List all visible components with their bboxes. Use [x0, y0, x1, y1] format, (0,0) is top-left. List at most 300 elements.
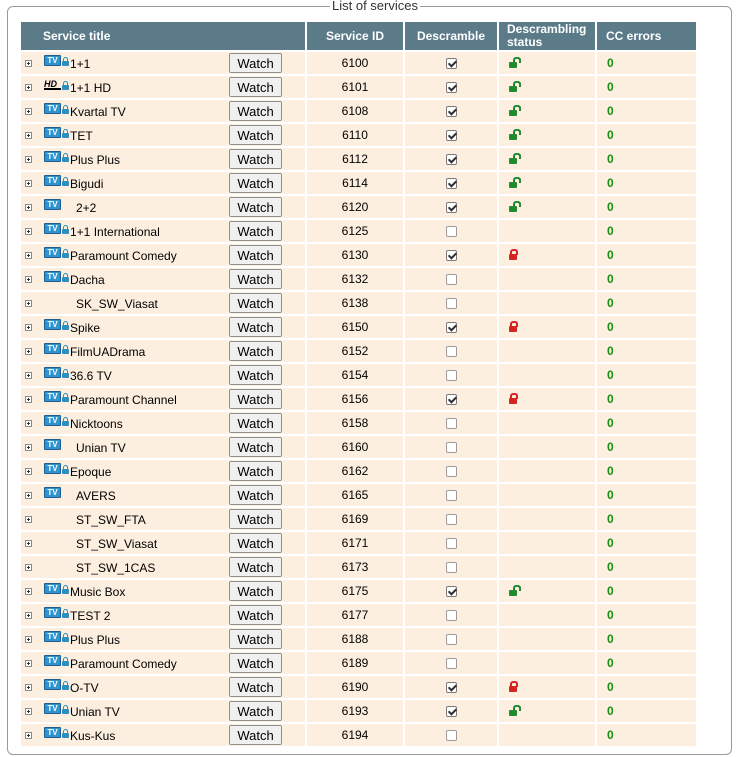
- expand-icon[interactable]: [25, 588, 32, 595]
- cc-errors-value: 0: [607, 200, 614, 214]
- descramble-checkbox[interactable]: [446, 514, 457, 525]
- watch-button[interactable]: Watch: [229, 413, 282, 433]
- descrambling-status-cell: [499, 436, 595, 458]
- descramble-checkbox[interactable]: [446, 346, 457, 357]
- table-row: [21, 268, 696, 290]
- padlock-open-icon: [509, 704, 517, 718]
- descramble-cell: [405, 220, 497, 242]
- descramble-checkbox[interactable]: [446, 658, 457, 669]
- service-title-cell: [21, 604, 305, 626]
- descramble-checkbox[interactable]: [446, 706, 457, 717]
- tv-icon: TV: [44, 439, 61, 450]
- descrambling-status-cell: [499, 556, 595, 578]
- service-id-cell: 6162: [307, 460, 403, 482]
- cc-errors-value: 0: [607, 176, 614, 190]
- descramble-checkbox[interactable]: [446, 82, 457, 93]
- cc-errors-value: 0: [607, 632, 614, 646]
- cc-errors-value: 0: [607, 56, 614, 70]
- panel-legend: List of services: [332, 0, 418, 13]
- cc-errors-value: 0: [607, 680, 614, 694]
- watch-button[interactable]: Watch: [229, 581, 282, 601]
- cc-errors-cell: [597, 412, 696, 434]
- descramble-checkbox[interactable]: [446, 178, 457, 189]
- descramble-cell: [405, 100, 497, 122]
- service-id-cell: 6173: [307, 556, 403, 578]
- service-title-cell: [21, 484, 305, 506]
- descrambling-status-cell: [499, 100, 595, 122]
- watch-button[interactable]: Watch: [229, 437, 282, 457]
- cc-errors-value: 0: [607, 656, 614, 670]
- expand-icon[interactable]: [25, 84, 32, 91]
- padlock-closed-icon: [509, 320, 517, 334]
- cc-errors-cell: [597, 388, 696, 410]
- descramble-checkbox[interactable]: [446, 682, 457, 693]
- watch-button[interactable]: Watch: [229, 725, 282, 745]
- descrambling-status-cell: [499, 724, 595, 746]
- service-title-cell: [21, 508, 305, 530]
- watch-button[interactable]: Watch: [229, 149, 282, 169]
- watch-button[interactable]: Watch: [229, 701, 282, 721]
- cc-errors-value: 0: [607, 512, 614, 526]
- expand-icon[interactable]: [25, 300, 32, 307]
- descramble-checkbox[interactable]: [446, 538, 457, 549]
- tv-icon: TV: [44, 127, 61, 138]
- descramble-checkbox[interactable]: [446, 226, 457, 237]
- watch-button[interactable]: Watch: [229, 485, 282, 505]
- watch-button[interactable]: Watch: [229, 77, 282, 97]
- descramble-checkbox[interactable]: [446, 154, 457, 165]
- descrambling-status-cell: [499, 676, 595, 698]
- cc-errors-value: 0: [607, 152, 614, 166]
- service-title-cell: [21, 628, 305, 650]
- descramble-cell: [405, 484, 497, 506]
- table-row: [21, 460, 696, 482]
- lock-icon: [62, 589, 69, 594]
- cc-errors-cell: [597, 340, 696, 362]
- service-title-cell: [21, 100, 305, 122]
- watch-button[interactable]: Watch: [229, 269, 282, 289]
- lock-icon: [62, 397, 69, 402]
- lock-icon: [62, 685, 69, 690]
- watch-button[interactable]: Watch: [229, 389, 282, 409]
- tv-icon: TV: [44, 151, 61, 162]
- descramble-cell: [405, 508, 497, 530]
- service-name: Paramount Comedy: [70, 657, 177, 671]
- service-title-cell: [21, 556, 305, 578]
- descramble-checkbox[interactable]: [446, 298, 457, 309]
- expand-icon[interactable]: [25, 228, 32, 235]
- watch-button[interactable]: Watch: [229, 197, 282, 217]
- cc-errors-cell: [597, 532, 696, 554]
- service-name: TEST 2: [70, 609, 111, 623]
- descrambling-status-cell: [499, 388, 595, 410]
- table-row: [21, 364, 696, 386]
- descrambling-status-cell: [499, 292, 595, 314]
- service-name: Kus-Kus: [70, 729, 116, 743]
- watch-button[interactable]: Watch: [229, 221, 282, 241]
- cc-errors-value: 0: [607, 728, 614, 742]
- table-row: [21, 508, 696, 530]
- expand-icon[interactable]: [25, 252, 32, 259]
- descramble-checkbox[interactable]: [446, 202, 457, 213]
- watch-button[interactable]: Watch: [229, 653, 282, 673]
- descramble-cell: [405, 556, 497, 578]
- descramble-cell: [405, 604, 497, 626]
- service-title-cell: [21, 292, 305, 314]
- watch-button[interactable]: Watch: [229, 365, 282, 385]
- descrambling-status-cell: [499, 580, 595, 602]
- tv-icon: TV: [44, 727, 61, 738]
- cc-errors-value: 0: [607, 272, 614, 286]
- table-row: [21, 652, 696, 674]
- tv-icon: TV: [44, 55, 61, 66]
- cc-errors-cell: [597, 460, 696, 482]
- lock-icon: [62, 61, 69, 66]
- descramble-checkbox[interactable]: [446, 394, 457, 405]
- expand-icon[interactable]: [25, 540, 32, 547]
- descrambling-status-cell: [499, 484, 595, 506]
- descrambling-status-cell: [499, 268, 595, 290]
- service-id-cell: 6160: [307, 436, 403, 458]
- descramble-checkbox[interactable]: [446, 370, 457, 381]
- descramble-cell: [405, 628, 497, 650]
- service-name: ST_SW_FTA: [76, 513, 146, 527]
- cc-errors-cell: [597, 364, 696, 386]
- cc-errors-cell: [597, 100, 696, 122]
- expand-icon[interactable]: [25, 396, 32, 403]
- watch-button[interactable]: Watch: [229, 293, 282, 313]
- descramble-checkbox[interactable]: [446, 250, 457, 261]
- cc-errors-value: 0: [607, 392, 614, 406]
- descramble-cell: [405, 364, 497, 386]
- service-id-cell: 6156: [307, 388, 403, 410]
- expand-icon[interactable]: [25, 612, 32, 619]
- descramble-cell: [405, 700, 497, 722]
- table-row: [21, 700, 696, 722]
- service-title-cell: [21, 148, 305, 170]
- expand-icon[interactable]: [25, 108, 32, 115]
- service-title-cell: [21, 580, 305, 602]
- service-name: AVERS: [76, 489, 116, 503]
- watch-button[interactable]: Watch: [229, 173, 282, 193]
- lock-icon: [62, 277, 69, 282]
- table-row: [21, 100, 696, 122]
- cc-errors-value: 0: [607, 704, 614, 718]
- cc-errors-value: 0: [607, 320, 614, 334]
- descrambling-status-cell: [499, 52, 595, 74]
- service-title-cell: [21, 460, 305, 482]
- expand-icon[interactable]: [25, 156, 32, 163]
- cc-errors-value: 0: [607, 416, 614, 430]
- service-name: 2+2: [76, 201, 97, 215]
- padlock-open-icon: [509, 200, 517, 214]
- descramble-cell: [405, 340, 497, 362]
- expand-icon[interactable]: [25, 492, 32, 499]
- service-id-cell: 6132: [307, 268, 403, 290]
- table-row: [21, 676, 696, 698]
- tv-icon: TV: [44, 343, 61, 354]
- tv-icon: TV: [44, 271, 61, 282]
- expand-icon[interactable]: [25, 372, 32, 379]
- expand-icon[interactable]: [25, 60, 32, 67]
- expand-icon[interactable]: [25, 276, 32, 283]
- lock-icon: [62, 733, 69, 738]
- expand-icon[interactable]: [25, 684, 32, 691]
- padlock-open-icon: [509, 584, 517, 598]
- lock-icon: [62, 109, 69, 114]
- padlock-open-icon: [509, 176, 517, 190]
- service-title-cell: [21, 700, 305, 722]
- service-id-cell: 6175: [307, 580, 403, 602]
- services-table: [19, 20, 698, 748]
- service-name: Nicktoons: [70, 417, 123, 431]
- service-name: Dacha: [70, 273, 105, 287]
- cc-errors-value: 0: [607, 560, 614, 574]
- descramble-cell: [405, 244, 497, 266]
- descramble-checkbox[interactable]: [446, 130, 457, 141]
- service-title-cell: [21, 220, 305, 242]
- descrambling-status-cell: [499, 604, 595, 626]
- descramble-cell: [405, 148, 497, 170]
- service-title-cell: [21, 268, 305, 290]
- watch-button[interactable]: Watch: [229, 533, 282, 553]
- table-row: [21, 148, 696, 170]
- service-name: Epoque: [70, 465, 112, 479]
- tv-icon: TV: [44, 607, 61, 618]
- descramble-checkbox[interactable]: [446, 610, 457, 621]
- descramble-checkbox[interactable]: [446, 730, 457, 741]
- service-name: 36.6 TV: [70, 369, 112, 383]
- service-id-cell: 6188: [307, 628, 403, 650]
- cc-errors-cell: [597, 244, 696, 266]
- service-name: Unian TV: [70, 705, 120, 719]
- padlock-open-icon: [509, 152, 517, 166]
- column-header-descrambling-status: Descrambling status: [499, 22, 595, 50]
- cc-errors-cell: [597, 436, 696, 458]
- descrambling-status-cell: [499, 364, 595, 386]
- expand-icon[interactable]: [25, 732, 32, 739]
- lock-icon: [62, 181, 69, 186]
- lock-icon: [62, 157, 69, 162]
- padlock-open-icon: [509, 128, 517, 142]
- descramble-checkbox[interactable]: [446, 634, 457, 645]
- cc-errors-cell: [597, 580, 696, 602]
- expand-icon[interactable]: [25, 564, 32, 571]
- service-title-cell: [21, 244, 305, 266]
- service-title-cell: [21, 364, 305, 386]
- service-id-cell: 6108: [307, 100, 403, 122]
- lock-icon: [62, 253, 69, 258]
- lock-icon: [62, 661, 69, 666]
- descrambling-status-cell: [499, 148, 595, 170]
- table-row: [21, 724, 696, 746]
- tv-icon: TV: [44, 175, 61, 186]
- padlock-open-icon: [509, 80, 517, 94]
- expand-icon[interactable]: [25, 468, 32, 475]
- table-header: [21, 22, 696, 50]
- watch-button[interactable]: Watch: [229, 317, 282, 337]
- lock-icon: [62, 469, 69, 474]
- lock-icon: [62, 85, 69, 90]
- descramble-checkbox[interactable]: [446, 490, 457, 501]
- tv-icon: TV: [44, 391, 61, 402]
- descramble-checkbox[interactable]: [446, 274, 457, 285]
- tv-icon: TV: [44, 583, 61, 594]
- expand-icon[interactable]: [25, 708, 32, 715]
- lock-icon: [62, 373, 69, 378]
- service-name: Bigudi: [70, 177, 104, 191]
- watch-button[interactable]: Watch: [229, 125, 282, 145]
- services-table-body: [21, 52, 696, 746]
- cc-errors-cell: [597, 628, 696, 650]
- tv-icon: TV: [44, 319, 61, 330]
- service-id-cell: 6165: [307, 484, 403, 506]
- hd-icon: HD: [44, 79, 61, 90]
- tv-icon: TV: [44, 415, 61, 426]
- watch-button[interactable]: Watch: [229, 341, 282, 361]
- service-title-cell: [21, 388, 305, 410]
- descrambling-status-cell: [499, 172, 595, 194]
- descrambling-status-cell: [499, 220, 595, 242]
- service-id-cell: 6120: [307, 196, 403, 218]
- service-name: ST_SW_1CAS: [76, 561, 156, 575]
- cc-errors-value: 0: [607, 296, 614, 310]
- watch-button[interactable]: Watch: [229, 101, 282, 121]
- expand-icon[interactable]: [25, 348, 32, 355]
- descramble-cell: [405, 676, 497, 698]
- cc-errors-cell: [597, 76, 696, 98]
- descramble-checkbox[interactable]: [446, 586, 457, 597]
- cc-errors-value: 0: [607, 536, 614, 550]
- descramble-cell: [405, 460, 497, 482]
- service-id-cell: 6194: [307, 724, 403, 746]
- service-id-cell: 6193: [307, 700, 403, 722]
- descrambling-status-cell: [499, 340, 595, 362]
- service-title-cell: [21, 172, 305, 194]
- expand-icon[interactable]: [25, 204, 32, 211]
- expand-icon[interactable]: [25, 324, 32, 331]
- watch-button[interactable]: Watch: [229, 629, 282, 649]
- padlock-closed-icon: [509, 392, 517, 406]
- descramble-cell: [405, 172, 497, 194]
- descrambling-status-cell: [499, 628, 595, 650]
- tv-icon: TV: [44, 223, 61, 234]
- cc-errors-cell: [597, 652, 696, 674]
- cc-errors-value: 0: [607, 608, 614, 622]
- cc-errors-cell: [597, 556, 696, 578]
- column-header-service-title: Service title: [21, 22, 305, 50]
- table-row: [21, 220, 696, 242]
- tv-icon: TV: [44, 655, 61, 666]
- service-name: O-TV: [70, 681, 99, 695]
- service-name: Music Box: [70, 585, 126, 599]
- watch-button[interactable]: Watch: [229, 605, 282, 625]
- descramble-checkbox[interactable]: [446, 106, 457, 117]
- padlock-open-icon: [509, 56, 517, 70]
- descrambling-status-cell: [499, 460, 595, 482]
- watch-button[interactable]: Watch: [229, 53, 282, 73]
- table-row: [21, 556, 696, 578]
- column-header-service-id: Service ID: [307, 22, 403, 50]
- table-row: [21, 172, 696, 194]
- service-id-cell: 6112: [307, 148, 403, 170]
- expand-icon[interactable]: [25, 180, 32, 187]
- watch-button[interactable]: Watch: [229, 677, 282, 697]
- expand-icon[interactable]: [25, 420, 32, 427]
- cc-errors-cell: [597, 196, 696, 218]
- column-header-descramble: Descramble: [405, 22, 497, 50]
- service-id-cell: 6189: [307, 652, 403, 674]
- descramble-cell: [405, 412, 497, 434]
- table-row: [21, 196, 696, 218]
- cc-errors-value: 0: [607, 464, 614, 478]
- watch-button[interactable]: Watch: [229, 557, 282, 577]
- lock-icon: [62, 421, 69, 426]
- descrambling-status-cell: [499, 316, 595, 338]
- cc-errors-value: 0: [607, 128, 614, 142]
- expand-icon[interactable]: [25, 132, 32, 139]
- cc-errors-cell: [597, 508, 696, 530]
- expand-icon[interactable]: [25, 516, 32, 523]
- padlock-closed-icon: [509, 680, 517, 694]
- tv-icon: TV: [44, 487, 61, 498]
- table-row: [21, 52, 696, 74]
- descramble-cell: [405, 316, 497, 338]
- table-row: [21, 124, 696, 146]
- descramble-checkbox[interactable]: [446, 466, 457, 477]
- cc-errors-cell: [597, 172, 696, 194]
- table-row: [21, 628, 696, 650]
- descramble-cell: [405, 724, 497, 746]
- descramble-checkbox[interactable]: [446, 418, 457, 429]
- service-name: SK_SW_Viasat: [76, 297, 158, 311]
- service-title-cell: [21, 676, 305, 698]
- descrambling-status-cell: [499, 412, 595, 434]
- table-row: [21, 436, 696, 458]
- watch-button[interactable]: Watch: [229, 509, 282, 529]
- descramble-checkbox[interactable]: [446, 442, 457, 453]
- lock-icon: [62, 229, 69, 234]
- expand-icon[interactable]: [25, 636, 32, 643]
- cc-errors-value: 0: [607, 488, 614, 502]
- service-id-cell: 6110: [307, 124, 403, 146]
- descramble-checkbox[interactable]: [446, 58, 457, 69]
- expand-icon[interactable]: [25, 444, 32, 451]
- tv-icon: TV: [44, 367, 61, 378]
- service-name: Plus Plus: [70, 153, 121, 167]
- table-row: [21, 412, 696, 434]
- table-row: [21, 484, 696, 506]
- cc-errors-cell: [597, 604, 696, 626]
- descramble-cell: [405, 268, 497, 290]
- watch-button[interactable]: Watch: [229, 461, 282, 481]
- descramble-cell: [405, 436, 497, 458]
- descramble-checkbox[interactable]: [446, 322, 457, 333]
- service-name: Paramount Comedy: [70, 249, 177, 263]
- service-id-cell: 6171: [307, 532, 403, 554]
- descramble-checkbox[interactable]: [446, 562, 457, 573]
- watch-button[interactable]: Watch: [229, 245, 282, 265]
- tv-icon: TV: [44, 463, 61, 474]
- descramble-cell: [405, 580, 497, 602]
- tv-icon: TV: [44, 199, 61, 210]
- lock-icon: [62, 325, 69, 330]
- service-name: FilmUADrama: [70, 345, 146, 359]
- service-title-cell: [21, 436, 305, 458]
- descrambling-status-cell: [499, 508, 595, 530]
- expand-icon[interactable]: [25, 660, 32, 667]
- descramble-cell: [405, 532, 497, 554]
